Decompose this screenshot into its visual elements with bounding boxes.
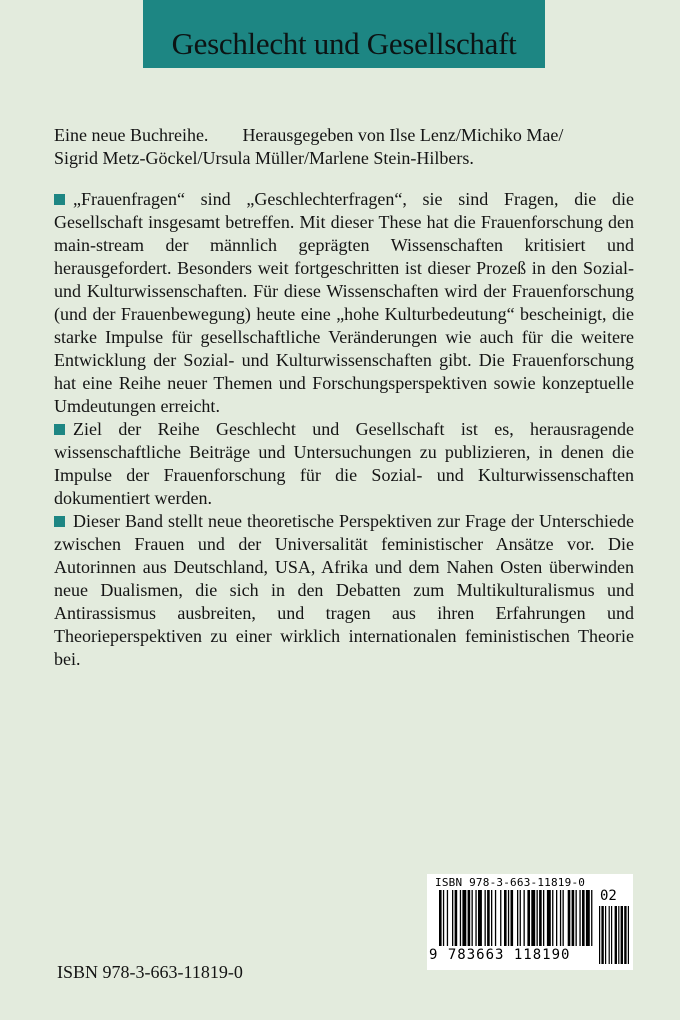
barcode-bar bbox=[537, 890, 538, 946]
barcode-bar bbox=[508, 890, 509, 946]
paragraph-2: Ziel der Reihe Geschlecht und Gesellschaft ist es, herausragende wissenschaftliche Beiträge und Untersuchungen zu publizieren, in denen die Impulse der Frauenforschung für die Sozial- und Kulturwissenschaften dokumentiert werden. bbox=[54, 419, 634, 508]
barcode-bar bbox=[439, 890, 442, 946]
barcode-bar bbox=[572, 890, 575, 946]
barcode-bar bbox=[547, 890, 551, 946]
series-label: Eine neue Buchreihe. bbox=[54, 125, 209, 145]
barcode-addon-digits: 02 bbox=[600, 888, 617, 904]
square-bullet-icon bbox=[54, 194, 65, 205]
barcode-bar bbox=[468, 890, 471, 946]
barcode-bar bbox=[487, 890, 490, 946]
series-editors-2: Sigrid Metz-Göckel/Ursula Müller/Marlene Stein-Hilbers. bbox=[54, 148, 474, 168]
barcode-bar bbox=[563, 890, 564, 946]
barcode-digits: 9 783663 118190 bbox=[429, 947, 571, 963]
barcode-bar bbox=[495, 890, 496, 946]
barcode-addon-bar bbox=[605, 906, 606, 964]
square-bullet-icon bbox=[54, 516, 65, 527]
barcode-bar bbox=[520, 890, 521, 946]
barcode-bar bbox=[527, 890, 530, 946]
barcode-bar bbox=[511, 890, 514, 946]
barcode-addon-bar bbox=[615, 906, 617, 964]
barcode-bar bbox=[531, 890, 535, 946]
barcode-bar bbox=[504, 890, 507, 946]
barcode-bar bbox=[552, 890, 553, 946]
barcode-bar bbox=[586, 890, 590, 946]
barcode-isbn-text: ISBN 978-3-663-11819-0 bbox=[435, 876, 586, 889]
barcode-addon-bar bbox=[599, 906, 600, 964]
barcode-addon-bar bbox=[624, 906, 626, 964]
barcode-bar bbox=[539, 890, 542, 946]
barcode-bar bbox=[485, 890, 486, 946]
barcode-bar bbox=[447, 890, 448, 946]
barcode-addon-bar bbox=[628, 906, 629, 964]
barcode-bar bbox=[524, 890, 525, 946]
barcode-bar bbox=[591, 890, 592, 946]
barcode-bar bbox=[475, 890, 476, 946]
series-info bbox=[54, 124, 634, 170]
barcode-addon-bar bbox=[601, 906, 603, 964]
barcode-bar bbox=[443, 890, 444, 946]
barcode-addon-bar bbox=[618, 906, 619, 964]
barcode-bar bbox=[556, 890, 557, 946]
barcode-bar bbox=[576, 890, 577, 946]
barcode-bar bbox=[582, 890, 585, 946]
barcode-bar bbox=[543, 890, 544, 946]
barcode-bar bbox=[560, 890, 561, 946]
paragraph-1: „Frauenfragen“ sind „Geschlechterfragen“, sie sind Fragen, die die Gesellschaft insgesamt betreffen. Mit dieser These hat die Frauenforschung den main-stream der männlich geprägten Wissenschaften kritisiert und herausgefordert. Besonders weit fortgeschritten ist dieser Prozeß in den Sozial- und Kulturwissenschaften. Für diese Wissenschaften wird der Frauenforschung (und der Frauenbewegung) heute eine „hohe Kulturbedeutung“ bescheinigt, die starke Impulse für gesellschaftliche Veränderungen wie auch für die weitere Entwicklung der Sozial- und Kulturwissenschaften gibt. Die Frauenforschung hat eine Reihe neuer Themen und Forschungsperspektiven sowie konzeptuelle Umdeutungen erreicht. bbox=[54, 189, 634, 416]
description bbox=[54, 188, 634, 671]
paragraph-3: Dieser Band stellt neue theoretische Perspektiven zur Frage der Unterschiede zwischen Frauen und der Universalität feministischer Ansätze vor. Die Autorinnen aus Deutschland, USA, Afrika und dem Nahen Osten überwinden neue Dualismen, die sich in den Debatten zum Multikulturalismus und Antirassismus ausbreiten, und tragen aus ihren Erfahrungen und Theorieperspektiven zu einer wirklich internationalen feministischen Theorie bei. bbox=[54, 511, 634, 669]
barcode-bar bbox=[462, 890, 466, 946]
barcode-bar bbox=[517, 890, 518, 946]
barcode-bar bbox=[452, 890, 453, 946]
barcode-bar bbox=[478, 890, 482, 946]
barcode bbox=[427, 874, 633, 970]
series-title: Geschlecht und Gesellschaft bbox=[171, 26, 517, 61]
barcode-bar bbox=[568, 890, 571, 946]
square-bullet-icon bbox=[54, 424, 65, 435]
barcode-bar bbox=[460, 890, 461, 946]
barcode-addon-bar bbox=[611, 906, 612, 964]
barcode-bar bbox=[491, 890, 492, 946]
series-line-1 bbox=[54, 124, 634, 147]
barcode-addon-bar bbox=[609, 906, 610, 964]
barcode-bar bbox=[500, 890, 501, 946]
barcode-bar bbox=[455, 890, 458, 946]
title-band bbox=[143, 0, 545, 68]
isbn: ISBN 978-3-663-11819-0 bbox=[57, 962, 243, 982]
series-editors-1: Herausgegeben von Ilse Lenz/Michiko Mae/ bbox=[242, 125, 564, 145]
barcode-addon-bar bbox=[621, 906, 623, 964]
barcode-bar bbox=[579, 890, 580, 946]
barcode-bar bbox=[472, 890, 473, 946]
